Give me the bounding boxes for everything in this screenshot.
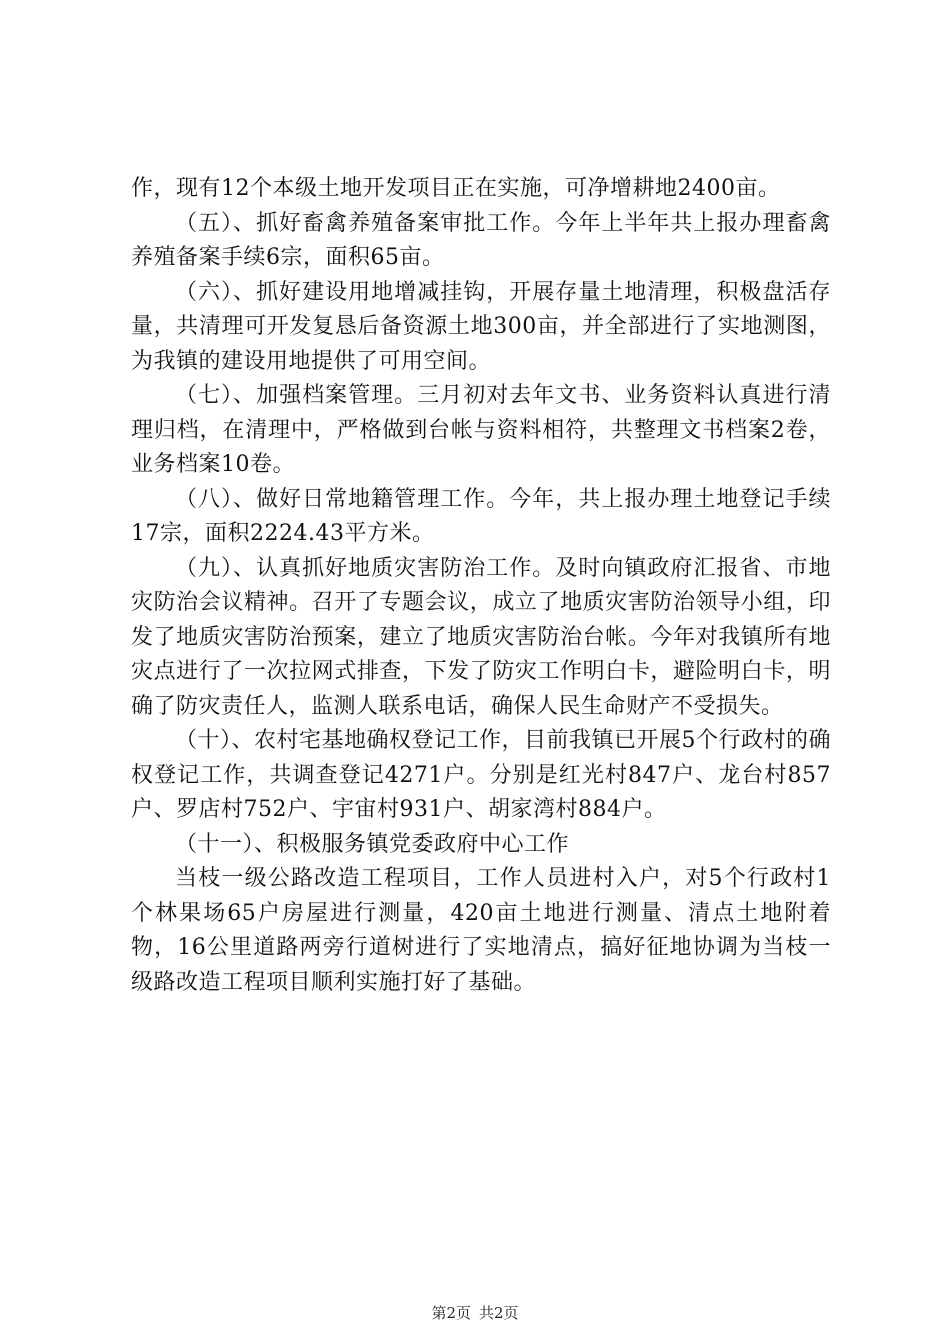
paragraph-item-8: （八）、做好日常地籍管理工作。今年，共上报办理土地登记手续17宗，面积2224.43平方米。 — [131, 486, 831, 546]
paragraph-item-10: （十）、农村宅基地确权登记工作，目前我镇已开展5个行政村的确权登记工作，共调查登记4271户。分别是红光村847户、龙台村857户、罗店村752户、宇宙村931户、胡家湾村884户。 — [131, 728, 831, 822]
paragraph-item-6: （六）、抓好建设用地增减挂钩，开展存量土地清理，积极盘活存量，共清理可开发复恳后备资源土地300亩，并全部进行了实地测图，为我镇的建设用地提供了可用空间。 — [131, 279, 831, 374]
paragraph-item-7: （七）、加强档案管理。三月初对去年文书、业务资料认真进行清理归档，在清理中，严格做到台帐与资料相符，共整理文书档案2卷，业务档案10卷。 — [131, 383, 831, 477]
paragraph-item-11-body: 当枝一级公路改造工程项目，工作人员进村入户，对5个行政村1个林果场65户房屋进行测量，420亩土地进行测量、清点土地附着物，16公里道路两旁行道树进行了实地清点，搞好征地协调为当枝一级路改造工程项目顺利实施打好了基础。 — [131, 866, 831, 995]
page-footer — [0, 1302, 950, 1323]
paragraph-item-11-heading: （十一）、积极服务镇党委政府中心工作 — [175, 831, 570, 857]
document-body — [131, 172, 831, 1000]
paragraph-item-5: （五）、抓好畜禽养殖备案审批工作。今年上半年共上报办理畜禽养殖备案手续6宗，面积65亩。 — [131, 210, 831, 270]
paragraph-continuation: 作，现有12个本级土地开发项目正在实施，可净增耕地2400亩。 — [131, 176, 781, 201]
page-number-total: 共2页 — [479, 1304, 519, 1322]
paragraph-item-9: （九）、认真抓好地质灾害防治工作。及时向镇政府汇报省、市地灾防治会议精神。召开了专题会议，成立了地质灾害防治领导小组，印发了地质灾害防治预案，建立了地质灾害防治台帐。今年对我镇所有地灾点进行了一次拉网式排查，下发了防灾工作明白卡，避险明白卡，明确了防灾责任人，监测人联系电话，确保人民生命财产不受损失。 — [131, 555, 831, 719]
page-number-current: 第2页 — [431, 1304, 471, 1322]
